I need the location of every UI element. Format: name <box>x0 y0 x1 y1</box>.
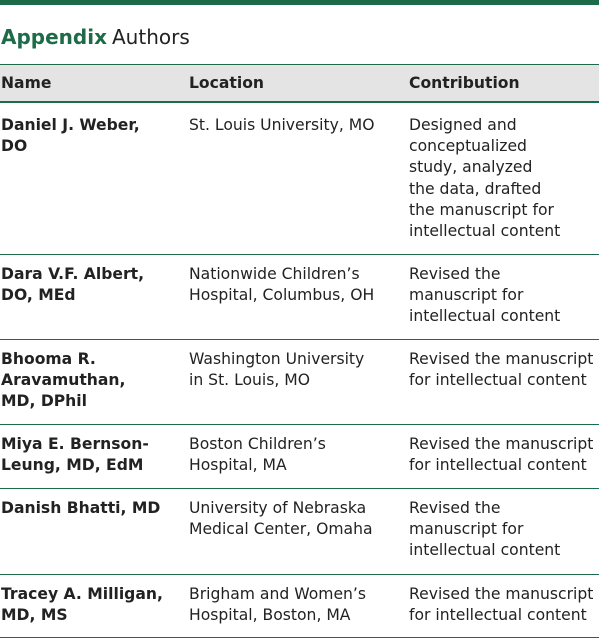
row-2-contribution: Revised the manuscript for intellectual content <box>409 350 594 390</box>
row-rule <box>0 254 599 255</box>
row-4-contribution: Revised the manuscript for intellectual content <box>409 499 561 560</box>
header-name: Name <box>1 74 52 92</box>
row-rule <box>0 339 599 340</box>
row-2-name: Bhooma R. Aravamuthan, MD, DPhil <box>1 350 126 411</box>
row-3-name: Miya E. Bernson- Leung, MD, EdM <box>1 435 149 475</box>
row-3-location: Boston Children’s Hospital, MA <box>189 435 326 475</box>
title-authors: Authors <box>112 25 190 49</box>
header-location: Location <box>189 74 265 92</box>
row-5-name: Tracey A. Milligan, MD, MS <box>1 585 163 625</box>
row-3-contribution: Revised the manuscript for intellectual content <box>409 435 594 475</box>
header-contribution: Contribution <box>409 74 520 92</box>
row-rule <box>0 574 599 575</box>
row-5-location: Brigham and Women’s Hospital, Boston, MA <box>189 585 367 625</box>
row-0-name: Daniel J. Weber, DO <box>1 116 140 156</box>
row-0-contribution: Designed and conceptualized study, analyzed the data, drafted the manuscript for intellectual content <box>409 116 561 241</box>
table-title <box>1 23 190 51</box>
row-2-location: Washington University in St. Louis, MO <box>189 350 365 390</box>
row-4-location: University of Nebraska Medical Center, Omaha <box>189 499 373 539</box>
title-appendix: Appendix <box>1 25 107 49</box>
row-rule <box>0 424 599 425</box>
row-rule <box>0 488 599 489</box>
row-4-name: Danish Bhatti, MD <box>1 499 161 517</box>
row-5-contribution: Revised the manuscript for intellectual content <box>409 585 594 625</box>
row-0-location: St. Louis University, MO <box>189 116 375 134</box>
row-1-name: Dara V.F. Albert, DO, MEd <box>1 265 145 305</box>
row-1-contribution: Revised the manuscript for intellectual content <box>409 265 561 326</box>
header-rule <box>0 101 599 103</box>
row-1-location: Nationwide Children’s Hospital, Columbus, OH <box>189 265 375 305</box>
top-accent-bar <box>0 0 599 5</box>
row-rule <box>0 637 599 638</box>
